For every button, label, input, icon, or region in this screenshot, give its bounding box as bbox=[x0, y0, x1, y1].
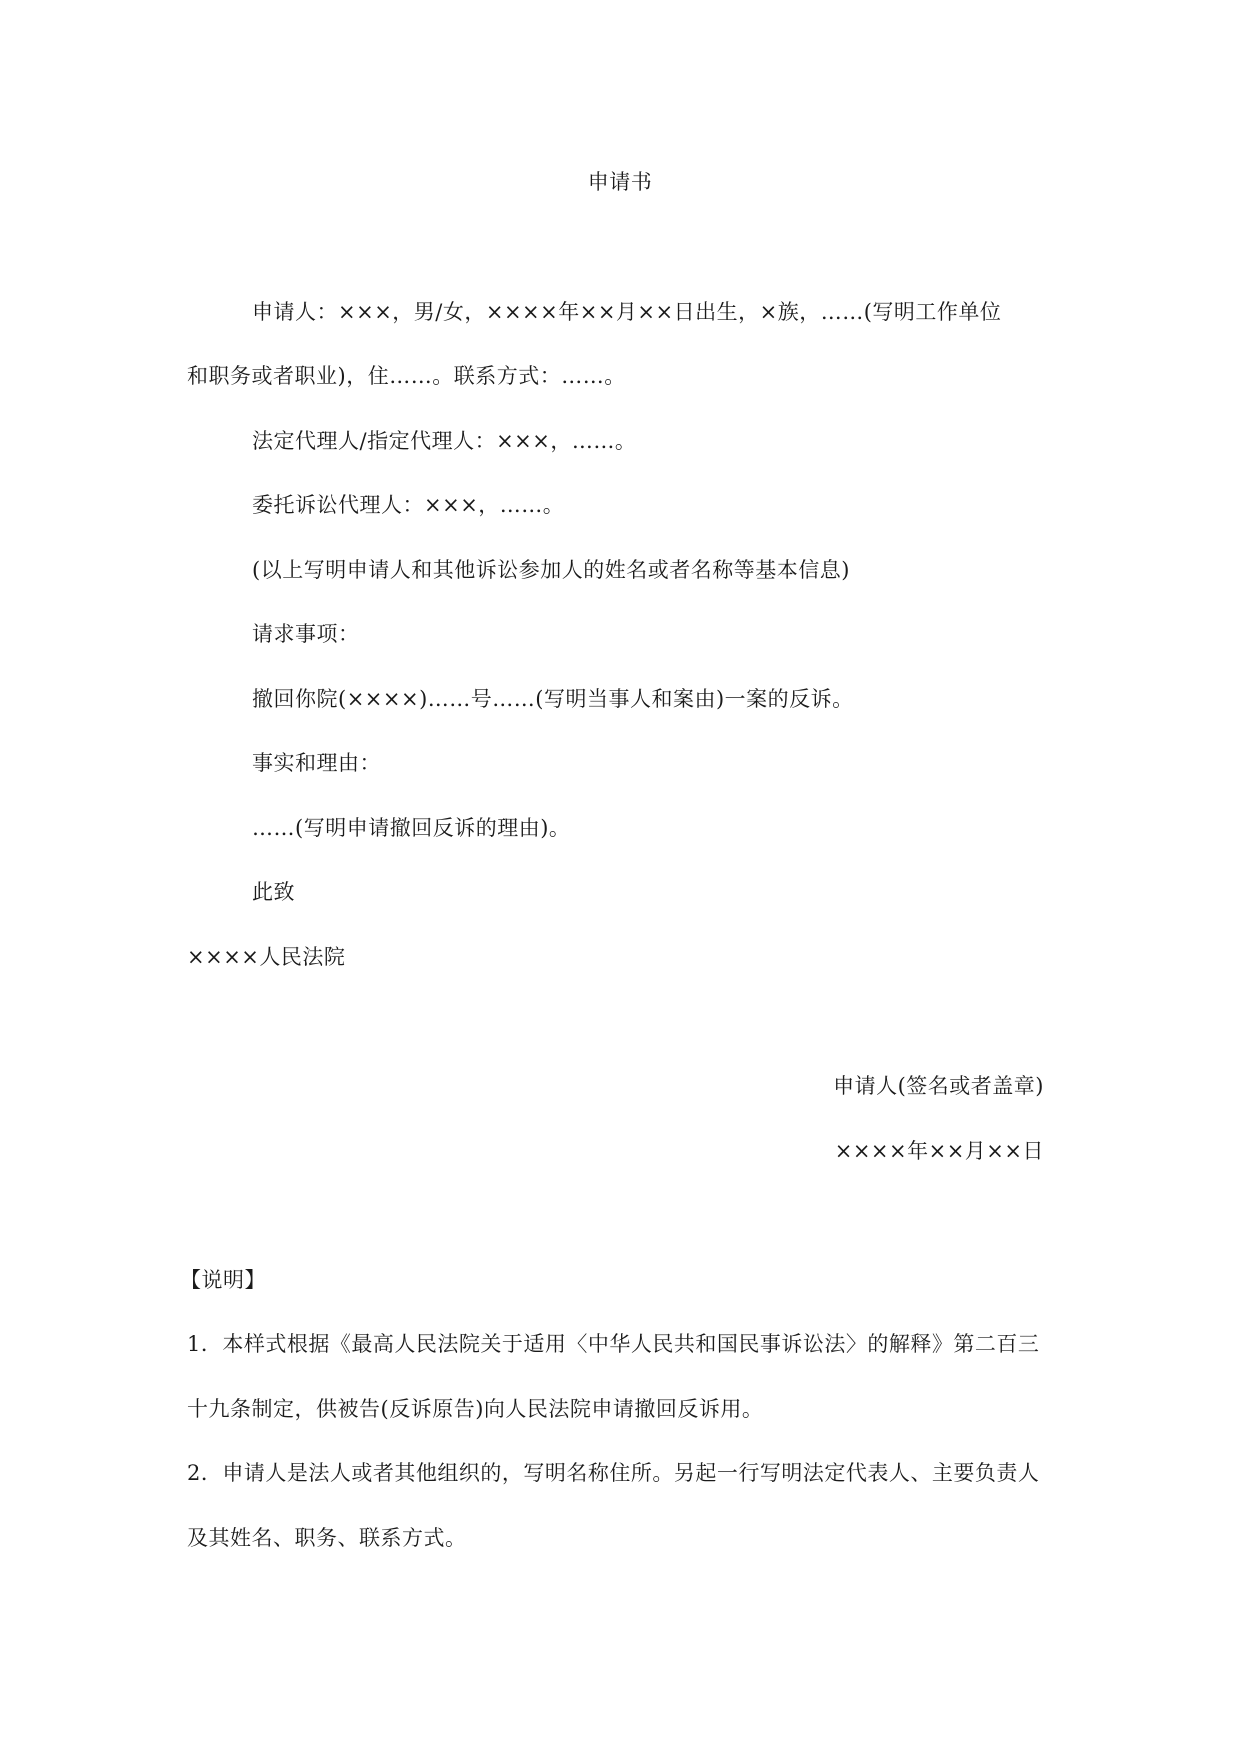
note-2-line-2: 及其姓名、职务、联系方式。 bbox=[187, 1526, 467, 1550]
note-2-line-1: 2．申请人是法人或者其他组织的，写明名称住所。另起一行写明法定代表人、主要负责人 bbox=[187, 1461, 1040, 1485]
salutation: 此致 bbox=[252, 880, 295, 904]
note-1-line-2: 十九条制定，供被告(反诉原告)向人民法院申请撤回反诉用。 bbox=[187, 1397, 764, 1421]
claims-text: 撤回你院(××××)……号……(写明当事人和案由)一案的反诉。 bbox=[252, 687, 854, 711]
applicant-line-2: 和职务或者职业)，住……。联系方式：……。 bbox=[187, 364, 626, 388]
parties-note-line: (以上写明申请人和其他诉讼参加人的姓名或者名称等基本信息) bbox=[252, 558, 850, 582]
facts-heading: 事实和理由： bbox=[252, 751, 381, 775]
signature-date: ××××年××月××日 bbox=[834, 1139, 1044, 1163]
entrusted-agent-line: 委托诉讼代理人：×××，……。 bbox=[252, 493, 565, 517]
signature-line: 申请人(签名或者盖章) bbox=[833, 1074, 1044, 1098]
applicant-line-1: 申请人：×××，男/女，××××年××月××日出生，×族，……(写明工作单位 bbox=[252, 300, 1002, 324]
document-title: 申请书 bbox=[587, 170, 653, 194]
court-name: ××××人民法院 bbox=[187, 945, 346, 969]
note-1-line-1: 1．本样式根据《最高人民法院关于适用〈中华人民共和国民事诉讼法〉的解释》第二百三 bbox=[187, 1332, 1040, 1356]
claims-heading: 请求事项： bbox=[252, 622, 360, 646]
legal-agent-line: 法定代理人/指定代理人：×××，……。 bbox=[252, 429, 637, 453]
notes-heading: 【说明】 bbox=[180, 1268, 266, 1292]
facts-text: ……(写明申请撤回反诉的理由)。 bbox=[252, 816, 571, 840]
